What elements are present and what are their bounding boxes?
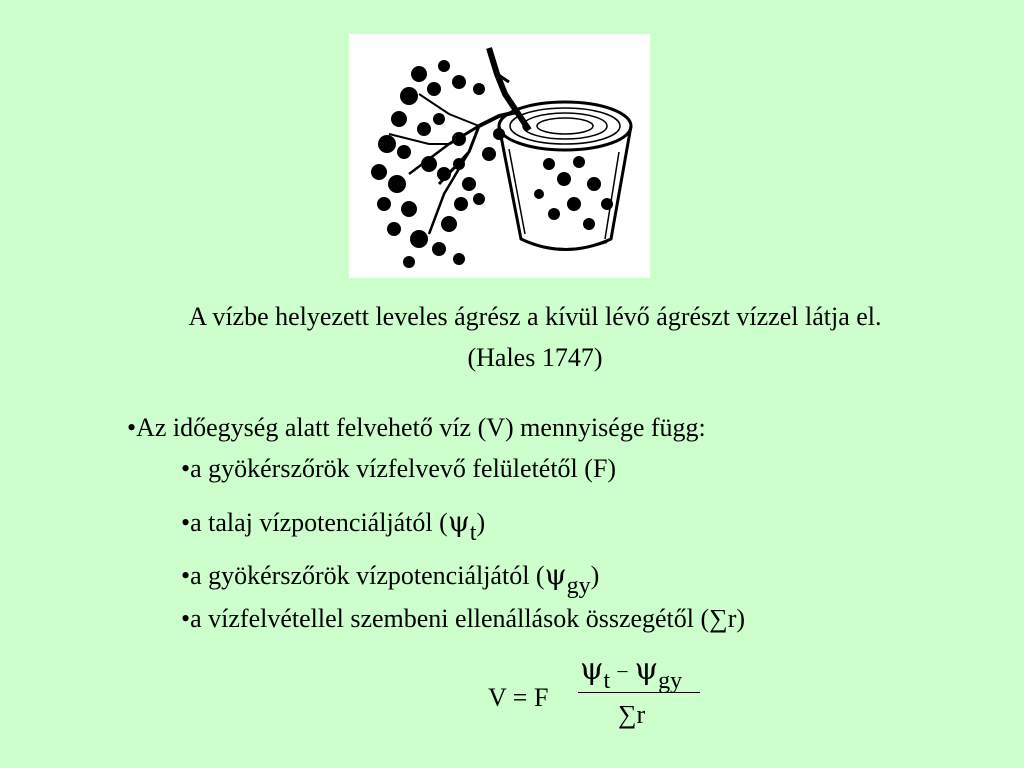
bullet-main: •Az időegység alatt felvehető víz (V) mennyisége függ: — [127, 413, 706, 442]
bullet-text-end: ) — [590, 561, 600, 590]
bullet-resistance-sum: •a vízfelvétellel szembeni ellenállások összegétől (∑r) — [181, 604, 746, 633]
caption-line-1: A vízbe helyezett leveles ágrész a kívül lévő ágrészt vízzel látja el. — [188, 302, 882, 331]
formula-lhs: V = F — [488, 683, 549, 712]
psi-symbol: ψ — [580, 652, 604, 687]
psi-symbol: ψ — [447, 505, 470, 538]
psi-symbol: ψ — [634, 652, 659, 687]
bullet-text-end: ) — [476, 508, 486, 537]
hales-experiment-illustration — [349, 34, 650, 278]
bullet-soil-water-potential — [181, 505, 486, 546]
subscript: t — [469, 520, 477, 546]
leaves-icon — [371, 60, 505, 268]
water-uptake-formula — [488, 650, 728, 740]
minus-sign: − — [616, 659, 629, 684]
bullet-root-hair-water-potential — [181, 558, 600, 599]
formula-numerator — [580, 652, 683, 694]
caption-citation: (Hales 1747) — [467, 343, 603, 372]
submerged-leaves-icon — [534, 156, 613, 230]
bullet-surface-area: •a gyökérszőrök vízfelvevő felületétől (F) — [181, 454, 617, 483]
bullet-text: •a talaj vízpotenciáljától ( — [181, 508, 448, 537]
subscript: gy — [658, 668, 683, 694]
bullet-text: •a gyökérszőrök vízpotenciáljától ( — [181, 561, 545, 590]
fraction-bar — [578, 692, 700, 693]
subscript: gy — [566, 573, 591, 599]
subscript: t — [603, 668, 611, 694]
psi-symbol: ψ — [544, 558, 567, 591]
plant-in-cup-drawing — [349, 34, 650, 278]
formula-denominator: ∑r — [618, 700, 646, 729]
